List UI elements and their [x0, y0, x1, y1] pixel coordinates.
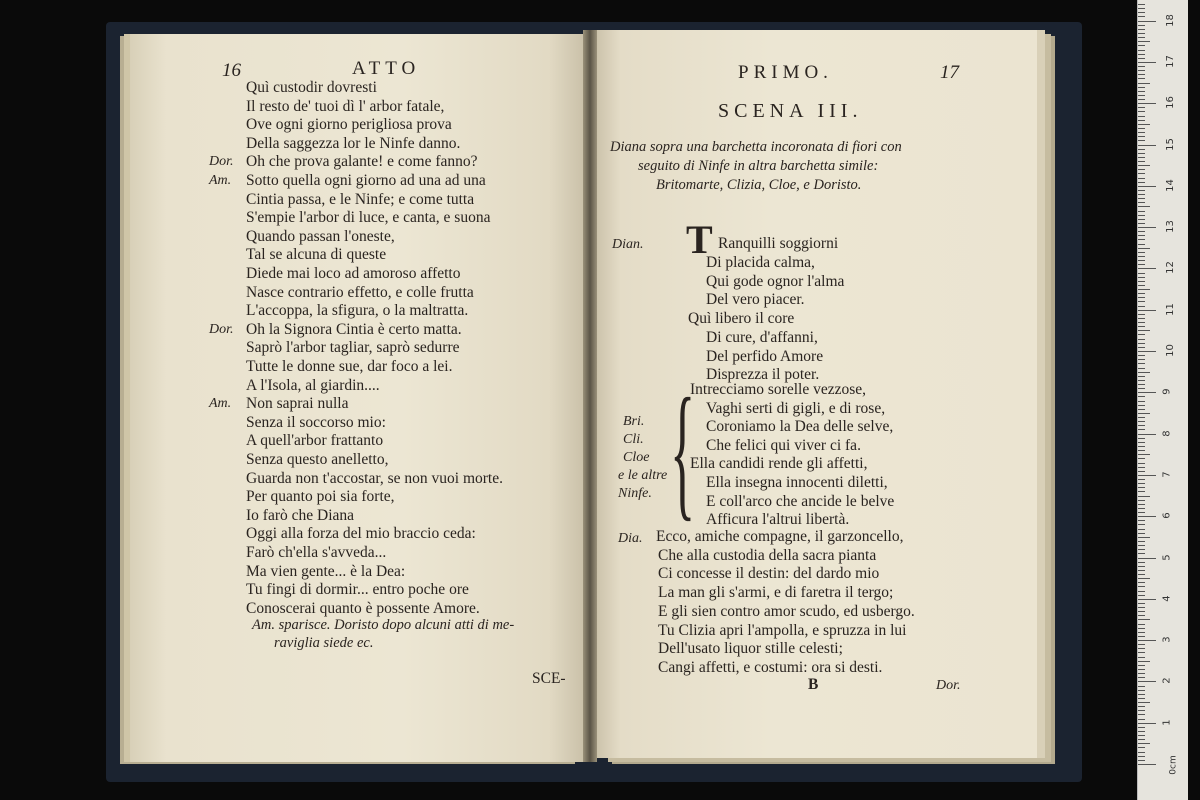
ruler-tick: [1138, 677, 1145, 678]
ruler-tick: [1138, 173, 1145, 174]
ruler-tick: [1138, 380, 1145, 381]
speaker-label: Am.: [209, 396, 232, 412]
ruler-tick: [1138, 442, 1145, 443]
ruler-number: 14: [1164, 178, 1176, 192]
ruler-tick: [1138, 648, 1145, 649]
ruler-tick: [1138, 178, 1145, 179]
left-page-number: 16: [222, 60, 241, 81]
ruler-tick: [1138, 33, 1145, 34]
ruler-number: 18: [1164, 13, 1176, 27]
verse-line: Oh che prova galante! e come fanno?: [246, 153, 478, 171]
ruler-tick: [1138, 533, 1145, 534]
ruler-number: 4: [1161, 595, 1173, 602]
ruler-number: 12: [1164, 261, 1176, 275]
ruler-tick: [1138, 686, 1145, 687]
ruler-tick: [1138, 318, 1145, 319]
ruler-tick: [1138, 508, 1145, 509]
ruler-tick: [1138, 529, 1145, 530]
ruler-tick: [1138, 351, 1156, 352]
ruler-tick: [1138, 363, 1145, 364]
ruler-tick: [1138, 578, 1150, 579]
ruler-tick: [1138, 496, 1150, 497]
ruler-tick: [1138, 698, 1145, 699]
recitative-line: Ci concesse il destin: del dardo mio: [658, 565, 880, 583]
ruler-number: 5: [1161, 553, 1173, 561]
ruler-tick: [1138, 392, 1156, 393]
ruler-tick: [1138, 752, 1145, 753]
ruler-number: 17: [1164, 55, 1176, 68]
ruler-tick: [1138, 78, 1145, 79]
chorus-line: E coll'arco che ancide le belve: [706, 492, 895, 510]
ruler-tick: [1138, 673, 1145, 674]
verse-line: Io farò che Diana: [246, 506, 355, 524]
ruler-tick: [1138, 607, 1145, 608]
verse-line: Farò ch'ella s'avveda...: [246, 544, 387, 561]
speaker-label: Dor.: [209, 154, 234, 170]
ruler-tick: [1138, 264, 1145, 265]
aria-line: Del perfido Amore: [706, 347, 824, 365]
chorus-speaker: e le altre: [618, 468, 668, 483]
ruler-tick: [1138, 723, 1156, 724]
ruler-tick: [1138, 219, 1145, 220]
verse-line: Conoscerai quanto è possente Amore.: [246, 599, 480, 617]
ruler-tick: [1138, 450, 1145, 451]
verse-line: Tal se alcuna di queste: [246, 246, 387, 264]
recitative-line: La man gli s'armi, e di faretra il tergo;: [658, 584, 894, 602]
verse-line: Oh la Signora Cintia è certo matta.: [246, 320, 462, 338]
ruler-tick: [1138, 83, 1150, 84]
ruler-tick: [1138, 388, 1145, 389]
ruler-tick: [1138, 4, 1145, 5]
ruler-tick: [1138, 330, 1150, 331]
left-stage-direction-2: raviglia siede ec.: [274, 635, 374, 651]
ruler-tick: [1138, 611, 1145, 612]
ruler-tick: [1138, 124, 1150, 125]
ruler-tick: [1138, 50, 1145, 51]
ruler-tick: [1138, 339, 1145, 340]
ruler-tick: [1138, 322, 1145, 323]
verse-line: Tutte le donne sue, dar foco a lei.: [246, 358, 453, 375]
left-running-head: ATTO: [352, 58, 421, 79]
scene-stage-direction-2: seguito di Ninfe in altra barchetta simile:: [638, 158, 879, 174]
recitative-line: Dell'usato liquor stille celesti;: [658, 640, 843, 658]
ruler-tick: [1138, 21, 1156, 22]
ruler-tick: [1138, 735, 1145, 736]
right-running-head: PRIMO.: [738, 62, 833, 83]
ruler-tick: [1138, 570, 1145, 571]
ruler-tick: [1138, 743, 1150, 744]
ruler-tick: [1138, 764, 1156, 765]
ruler-tick: [1138, 434, 1156, 435]
scene-stage-direction-1: Diana sopra una barchetta incoronata di fiori con: [610, 139, 902, 155]
ruler-tick: [1138, 314, 1145, 315]
ruler-tick: [1138, 628, 1145, 629]
ruler-tick: [1138, 719, 1145, 720]
dia-speaker: Dia.: [618, 531, 643, 546]
ruler-tick: [1138, 483, 1145, 484]
ruler-tick: [1138, 566, 1145, 567]
ruler-tick: [1138, 413, 1150, 414]
ruler-tick: [1138, 297, 1145, 298]
ruler-tick: [1138, 186, 1156, 187]
ruler-tick: [1138, 25, 1145, 26]
ruler-tick: [1138, 714, 1145, 715]
ruler-tick: [1138, 190, 1145, 191]
ruler-number: 9: [1161, 388, 1173, 395]
aria-line: Quì libero il core: [688, 310, 795, 328]
ruler-tick: [1138, 157, 1145, 158]
ruler-tick: [1138, 273, 1145, 274]
ruler-tick: [1138, 591, 1145, 592]
ruler-tick: [1138, 252, 1145, 253]
ruler-tick: [1138, 239, 1145, 240]
scene-title: SCENA III.: [718, 100, 863, 122]
ruler-tick: [1138, 169, 1145, 170]
speaker-label: Dor.: [209, 321, 234, 337]
measuring-ruler: [1137, 0, 1188, 800]
ruler-tick: [1138, 227, 1156, 228]
verse-line: Quando passan l'oneste,: [246, 227, 395, 245]
ruler-number: 3: [1161, 636, 1173, 643]
ruler-tick: [1138, 549, 1145, 550]
ruler-tick: [1138, 467, 1145, 468]
ruler-tick: [1138, 504, 1145, 505]
ruler-tick: [1138, 29, 1145, 30]
ruler-tick: [1138, 277, 1145, 278]
ruler-tick: [1138, 710, 1145, 711]
ruler-tick: [1138, 107, 1145, 108]
ruler-tick: [1138, 599, 1156, 600]
chorus-speaker: Bri.: [623, 414, 645, 429]
verse-line: L'accoppa, la sfigura, o la maltratta.: [246, 302, 469, 320]
ruler-tick: [1138, 636, 1145, 637]
ruler-number: 10: [1164, 344, 1176, 357]
ruler-tick: [1138, 603, 1145, 604]
left-stage-direction-1: Am. sparisce. Doristo dopo alcuni atti di me-: [252, 617, 515, 633]
speaker-label: Am.: [209, 173, 232, 188]
ruler-tick: [1138, 256, 1145, 257]
chorus-line: Che felici qui viver ci fa.: [706, 436, 861, 454]
ruler-tick: [1138, 359, 1145, 360]
ruler-tick: [1138, 739, 1145, 740]
ruler-tick: [1138, 372, 1150, 373]
ruler-tick: [1138, 487, 1145, 488]
ruler-tick: [1138, 702, 1150, 703]
ruler-number: 11: [1164, 302, 1176, 316]
verse-line: Ove ogni giorno perigliosa prova: [246, 116, 452, 134]
right-page-number: 17: [940, 62, 959, 83]
verse-line: Quì custodir dovresti: [246, 79, 377, 96]
ruler-tick: [1138, 206, 1150, 207]
ruler-tick: [1138, 595, 1145, 596]
chorus-line: Afficura l'altrui libertà.: [706, 511, 850, 529]
ruler-tick: [1138, 586, 1145, 587]
ruler-tick: [1138, 553, 1145, 554]
ruler-tick: [1138, 471, 1145, 472]
book-gutter: [583, 30, 597, 762]
ruler-tick: [1138, 343, 1145, 344]
ruler-tick: [1138, 694, 1145, 695]
ruler-tick: [1138, 727, 1145, 728]
drop-cap: T: [686, 217, 713, 262]
ruler-tick: [1138, 128, 1145, 129]
recitative-line: Ecco, amiche compagne, il garzoncello,: [656, 528, 904, 545]
ruler-tick: [1138, 285, 1145, 286]
ruler-tick: [1138, 223, 1145, 224]
ruler-tick: [1138, 268, 1156, 269]
ruler-tick: [1138, 615, 1145, 616]
verse-line: Guarda non t'accostar, se non vuoi morte.: [246, 469, 503, 487]
ruler-tick: [1138, 215, 1145, 216]
verse-line: Per quanto poi sia forte,: [246, 488, 395, 506]
ruler-tick: [1138, 182, 1145, 183]
left-catchword: SCE-: [532, 670, 566, 687]
ruler-tick: [1138, 438, 1145, 439]
ruler-tick: [1138, 396, 1145, 397]
ruler-unit-label: 0cm: [1168, 755, 1179, 775]
ruler-tick: [1138, 516, 1156, 517]
ruler-tick: [1138, 401, 1145, 402]
ruler-tick: [1138, 405, 1145, 406]
ruler-tick: [1138, 421, 1145, 422]
recitative-line: Che alla custodia della sacra pianta: [658, 546, 877, 564]
chorus-speaker: Cli.: [623, 432, 644, 447]
verse-line: Nasce contrario effetto, e colle frutta: [246, 283, 474, 301]
ruler-number: 13: [1164, 220, 1176, 233]
ruler-tick: [1138, 74, 1145, 75]
ruler-tick: [1138, 293, 1145, 294]
scene-stage-direction-3: Britomarte, Clizia, Cloe, e Doristo.: [656, 177, 862, 193]
ruler-tick: [1138, 37, 1145, 38]
chorus-line: Intrecciamo sorelle vezzose,: [690, 381, 867, 398]
ruler-tick: [1138, 231, 1145, 232]
ruler-tick: [1138, 41, 1150, 42]
ruler-tick: [1138, 417, 1145, 418]
ruler-tick: [1138, 681, 1156, 682]
ruler-tick: [1138, 537, 1150, 538]
ruler-tick: [1138, 161, 1145, 162]
verse-line: Sotto quella ogni giorno ad una ad una: [246, 172, 486, 189]
ruler-tick: [1138, 91, 1145, 92]
verse-line: Oggi alla forza del mio braccio ceda:: [246, 525, 476, 543]
ruler-tick: [1138, 306, 1145, 307]
ruler-tick: [1138, 116, 1145, 117]
chorus-speaker: Cloe: [623, 450, 650, 465]
aria-line: Di placida calma,: [706, 254, 815, 271]
verse-line: Cintia passa, e le Ninfe; e come tutta: [246, 190, 475, 208]
ruler-tick: [1138, 731, 1145, 732]
ruler-tick: [1138, 640, 1156, 641]
ruler-tick: [1138, 66, 1145, 67]
ruler-number: 16: [1164, 96, 1176, 110]
chorus-brace: {: [670, 368, 696, 534]
chorus-line: Coroniamo la Dea delle selve,: [706, 418, 894, 436]
ruler-tick: [1138, 562, 1145, 563]
ruler-tick: [1138, 16, 1145, 17]
ruler-tick: [1138, 747, 1145, 748]
ruler-tick: [1138, 149, 1145, 150]
ruler-tick: [1138, 657, 1145, 658]
ruler-number: 2: [1161, 677, 1173, 685]
verse-line: Il resto de' tuoi dì l' arbor fatale,: [246, 97, 445, 115]
ruler-tick: [1138, 644, 1145, 645]
ruler-tick: [1138, 632, 1145, 633]
chorus-speaker: Ninfe.: [618, 486, 652, 501]
ruler-tick: [1138, 665, 1145, 666]
ruler-tick: [1138, 54, 1145, 55]
ruler-tick: [1138, 463, 1145, 464]
verse-line: Ma vien gente... è la Dea:: [246, 562, 406, 580]
ruler-tick: [1138, 45, 1145, 46]
ruler-tick: [1138, 62, 1156, 63]
ruler-tick: [1138, 132, 1145, 133]
ruler-tick: [1138, 582, 1145, 583]
ruler-tick: [1138, 558, 1156, 559]
ruler-tick: [1138, 120, 1145, 121]
ruler-tick: [1138, 12, 1145, 13]
ruler-number: 1: [1161, 719, 1173, 726]
verse-line: Saprò l'arbor tagliar, saprò sedurre: [246, 339, 460, 357]
ruler-tick: [1138, 136, 1145, 137]
ruler-number: 8: [1161, 429, 1173, 437]
recitative-line: Tu Clizia apri l'ampolla, e spruzza in lui: [658, 621, 907, 639]
ruler-tick: [1138, 669, 1145, 670]
ruler-tick: [1138, 289, 1150, 290]
verse-line: Senza questo anelletto,: [246, 451, 389, 468]
ruler-tick: [1138, 326, 1145, 327]
ruler-tick: [1138, 458, 1145, 459]
ruler-tick: [1138, 545, 1145, 546]
ruler-tick: [1138, 153, 1145, 154]
ruler-tick: [1138, 520, 1145, 521]
ruler-tick: [1138, 479, 1145, 480]
ruler-tick: [1138, 301, 1145, 302]
ruler-tick: [1138, 202, 1145, 203]
ruler-tick: [1138, 87, 1145, 88]
ruler-tick: [1138, 95, 1145, 96]
ruler-tick: [1138, 574, 1145, 575]
verse-line: Della saggezza lor le Ninfe danno.: [246, 134, 461, 152]
diana-first-line: Ranquilli soggiorni: [718, 235, 839, 252]
verse-line: Tu fingi di dormir... entro poche ore: [246, 581, 469, 599]
chorus-line: Ella insegna innocenti diletti,: [706, 474, 888, 491]
ruler-tick: [1138, 524, 1145, 525]
right-catchword: Dor.: [936, 678, 961, 693]
ruler-tick: [1138, 310, 1156, 311]
ruler-tick: [1138, 624, 1145, 625]
aria-line: Del vero piacer.: [706, 291, 805, 309]
ruler-tick: [1138, 384, 1145, 385]
ruler-tick: [1138, 211, 1145, 212]
ruler-tick: [1138, 8, 1145, 9]
verse-line: A l'Isola, al giardin....: [246, 376, 380, 394]
ruler-number: 15: [1164, 137, 1176, 151]
verse-line: Diede mai loco ad amoroso affetto: [246, 265, 461, 282]
ruler-tick: [1138, 619, 1150, 620]
ruler-tick: [1138, 165, 1150, 166]
ruler-tick: [1138, 99, 1145, 100]
verse-line: Senza il soccorso mio:: [246, 413, 386, 431]
signature-mark: B: [808, 676, 819, 693]
ruler-tick: [1138, 248, 1150, 249]
ruler-tick: [1138, 334, 1145, 335]
ruler-tick: [1138, 429, 1145, 430]
ruler-tick: [1138, 454, 1150, 455]
ruler-tick: [1138, 70, 1145, 71]
verse-line: Non saprai nulla: [246, 395, 349, 413]
ruler-number: 6: [1161, 512, 1173, 519]
ruler-tick: [1138, 376, 1145, 377]
ruler-tick: [1138, 347, 1145, 348]
ruler-tick: [1138, 541, 1145, 542]
ruler-tick: [1138, 690, 1145, 691]
recitative-line: E gli sien contro amor scudo, ed usbergo.: [658, 602, 915, 620]
ruler-tick: [1138, 260, 1145, 261]
aria-line: Di cure, d'affanni,: [706, 328, 818, 346]
aria-line: Disprezza il poter.: [706, 366, 820, 384]
ruler-tick: [1138, 475, 1156, 476]
recitative-line: Cangi affetti, e costumi: ora si desti.: [658, 658, 883, 676]
chorus-line: Ella candidi rende gli affetti,: [690, 455, 868, 473]
verse-line: S'empie l'arbor di luce, e canta, e suona: [246, 209, 491, 227]
ruler-tick: [1138, 103, 1156, 104]
diana-speaker: Dian.: [612, 237, 644, 252]
ruler-tick: [1138, 281, 1145, 282]
ruler-tick: [1138, 244, 1145, 245]
ruler-tick: [1138, 706, 1145, 707]
ruler-tick: [1138, 425, 1145, 426]
ruler-tick: [1138, 198, 1145, 199]
chorus-line: Vaghi serti di gigli, e di rose,: [706, 399, 886, 417]
ruler-tick: [1138, 491, 1145, 492]
verse-line: A quell'arbor frattanto: [246, 432, 384, 450]
ruler-tick: [1138, 355, 1145, 356]
ruler-tick: [1138, 140, 1145, 141]
ruler-tick: [1138, 368, 1145, 369]
ruler-tick: [1138, 409, 1145, 410]
ruler-tick: [1138, 500, 1145, 501]
ruler-tick: [1138, 446, 1145, 447]
ruler-tick: [1138, 111, 1145, 112]
ruler-tick: [1138, 652, 1145, 653]
aria-line: Qui gode ognor l'alma: [706, 272, 845, 290]
ruler-tick: [1138, 661, 1150, 662]
ruler-tick: [1138, 58, 1145, 59]
ruler-tick: [1138, 235, 1145, 236]
ruler-tick: [1138, 760, 1145, 761]
ruler-tick: [1138, 194, 1145, 195]
ruler-number: 7: [1161, 471, 1173, 478]
ruler-tick: [1138, 145, 1156, 146]
ruler-tick: [1138, 512, 1145, 513]
ruler-tick: [1138, 756, 1145, 757]
